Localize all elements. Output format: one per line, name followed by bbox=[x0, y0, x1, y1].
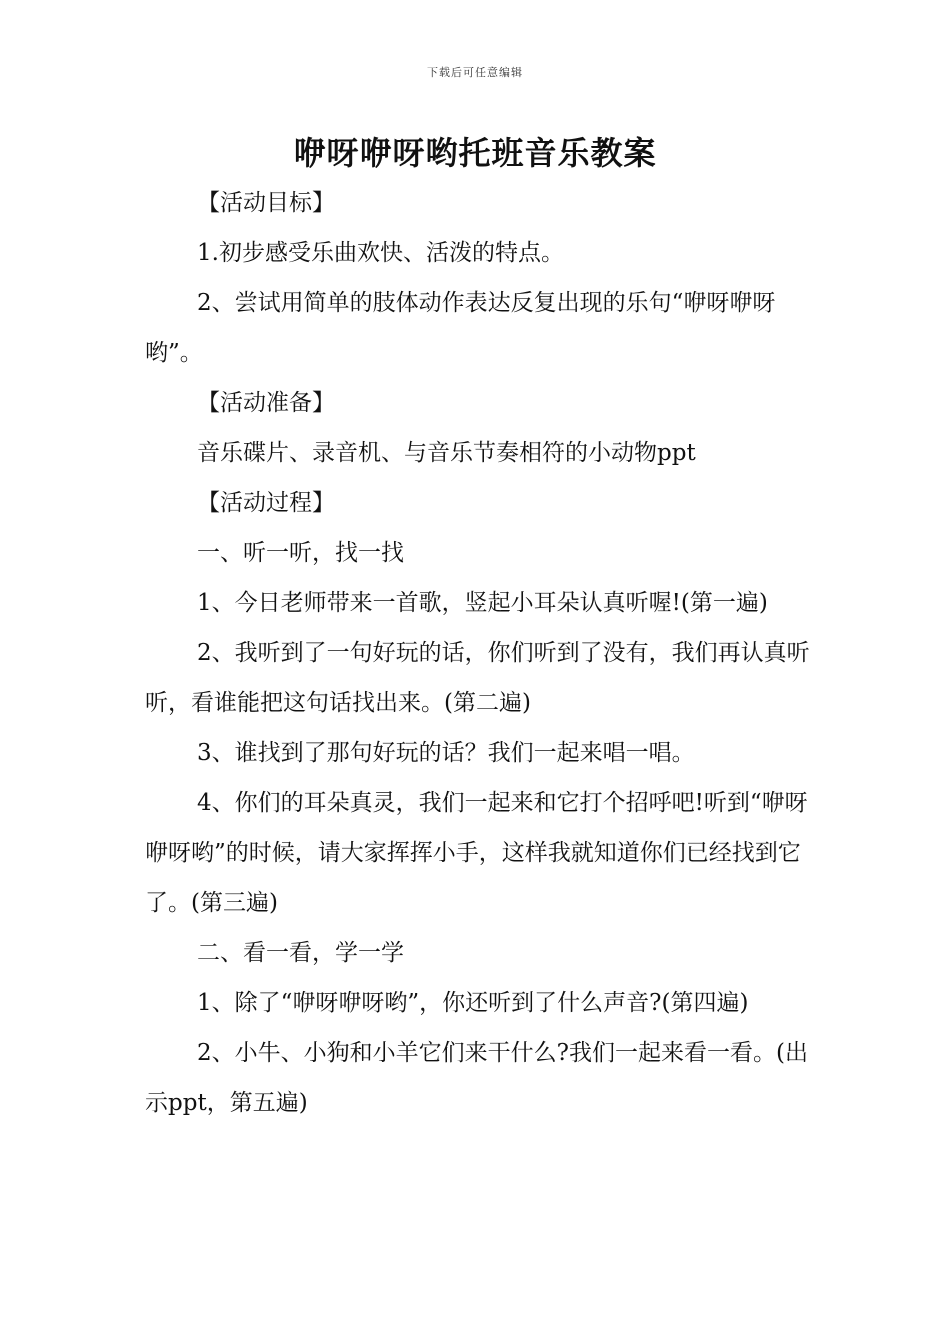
process-step: 2、小牛、小狗和小羊它们来干什么?我们一起来看一看。(出示ppt，第五遍) bbox=[145, 1040, 808, 1116]
process-step: 1、今日老师带来一首歌，竖起小耳朵认真听喔!(第一遍) bbox=[197, 590, 768, 616]
goal-item-1: 1.初步感受乐曲欢快、活泼的特点。 bbox=[197, 240, 564, 266]
document-title: 咿呀咿呀哟托班音乐教案 bbox=[293, 134, 657, 172]
section-heading-goals: 【活动目标】 bbox=[197, 190, 335, 216]
section-heading-preparation: 【活动准备】 bbox=[197, 390, 335, 416]
goal-item-2: 2、尝试用简单的肢体动作表达反复出现的乐句“咿呀咿呀哟”。 bbox=[145, 290, 776, 366]
process-step: 1、除了“咿呀咿呀哟”，你还听到了什么声音?(第四遍) bbox=[197, 990, 749, 1016]
process-part-1-heading: 一、听一听，找一找 bbox=[197, 540, 404, 566]
header-note: 下载后可任意编辑 bbox=[427, 66, 523, 79]
process-step: 4、你们的耳朵真灵，我们一起来和它打个招呼吧!听到“咿呀咿呀哟”的时候，请大家挥挥小手，这样我就知道你们已经找到它了。(第三遍) bbox=[145, 790, 808, 916]
process-step: 2、我听到了一句好玩的话，你们听到了没有，我们再认真听听，看谁能把这句话找出来。(第二遍) bbox=[145, 640, 810, 716]
process-step: 3、谁找到了那句好玩的话？我们一起来唱一唱。 bbox=[197, 740, 695, 766]
preparation-item: 音乐碟片、录音机、与音乐节奏相符的小动物ppt bbox=[197, 440, 696, 466]
section-heading-process: 【活动过程】 bbox=[197, 490, 335, 516]
process-part-2-heading: 二、看一看，学一学 bbox=[197, 940, 404, 966]
document-body bbox=[145, 178, 810, 1128]
